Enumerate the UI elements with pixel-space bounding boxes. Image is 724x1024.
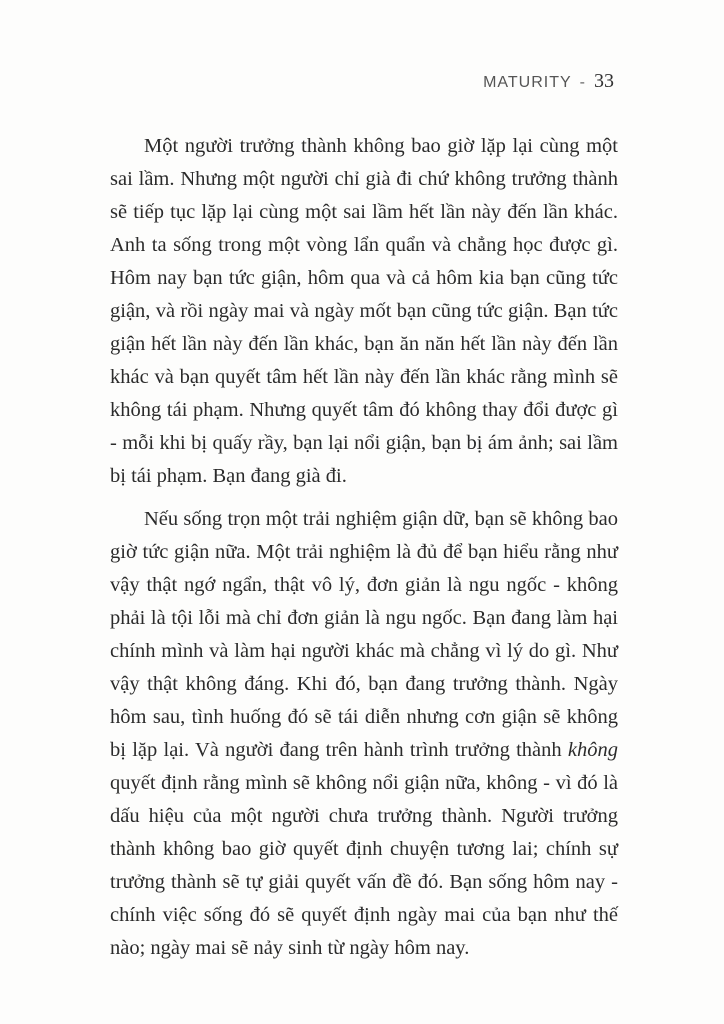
paragraph-2 [110, 503, 618, 965]
page-body [110, 130, 618, 965]
paragraph-2-part-1: Nếu sống trọn một trải nghiệm giận dữ, bạn sẽ không bao giờ tức giận nữa. Một trải nghiệm là đủ để bạn hiểu rằng như vậy thật ngớ ngẩn, thật vô lý, đơn giản là ngu ngốc - không phải là tội lỗi mà chỉ đơn giản là ngu ngốc. Bạn đang làm hại chính mình và làm hại người khác mà chẳng vì lý do gì. Như vậy thật không đáng. Khi đó, bạn đang trưởng thành. Ngày hôm sau, tình huống đó sẽ tái diễn nhưng cơn giận sẽ không bị lặp lại. Và người đang trên hành trình trưởng thành [110, 508, 618, 761]
paragraph-2-part-2: quyết định rằng mình sẽ không nổi giận nữa, không - vì đó là dấu hiệu của một người chưa trưởng thành. Người trưởng thành không bao giờ quyết định chuyện tương lai; chính sự trưởng thành sẽ tự giải quyết vấn đề đó. Bạn sống hôm nay - chính việc sống đó sẽ quyết định ngày mai của bạn như thế nào; ngày mai sẽ nảy sinh từ ngày hôm nay. [110, 772, 618, 959]
running-header [483, 70, 614, 93]
page-number: 33 [594, 70, 614, 92]
emphasis-khong: không [567, 739, 618, 761]
paragraph-1: Một người trưởng thành không bao giờ lặp lại cùng một sai lầm. Nhưng một người chỉ già đi chứ không trưởng thành sẽ tiếp tục lặp lại cùng một sai lầm hết lần này đến lần khác. Anh ta sống trong một vòng lẩn quẩn và chẳng học được gì. Hôm nay bạn tức giận, hôm qua và cả hôm kia bạn cũng tức giận, và rồi ngày mai và ngày mốt bạn cũng tức giận. Bạn tức giận hết lần này đến lần khác, bạn ăn năn hết lần này đến lần khác và bạn quyết tâm hết lần này đến lần khác rằng mình sẽ không tái phạm. Nhưng quyết tâm đó không thay đổi được gì - mỗi khi bị quấy rầy, bạn lại nổi giận, bạn bị ám ảnh; sai lầm bị tái phạm. Bạn đang già đi. [110, 135, 618, 487]
header-separator: - [579, 74, 586, 91]
chapter-title: MATURITY [483, 74, 572, 91]
